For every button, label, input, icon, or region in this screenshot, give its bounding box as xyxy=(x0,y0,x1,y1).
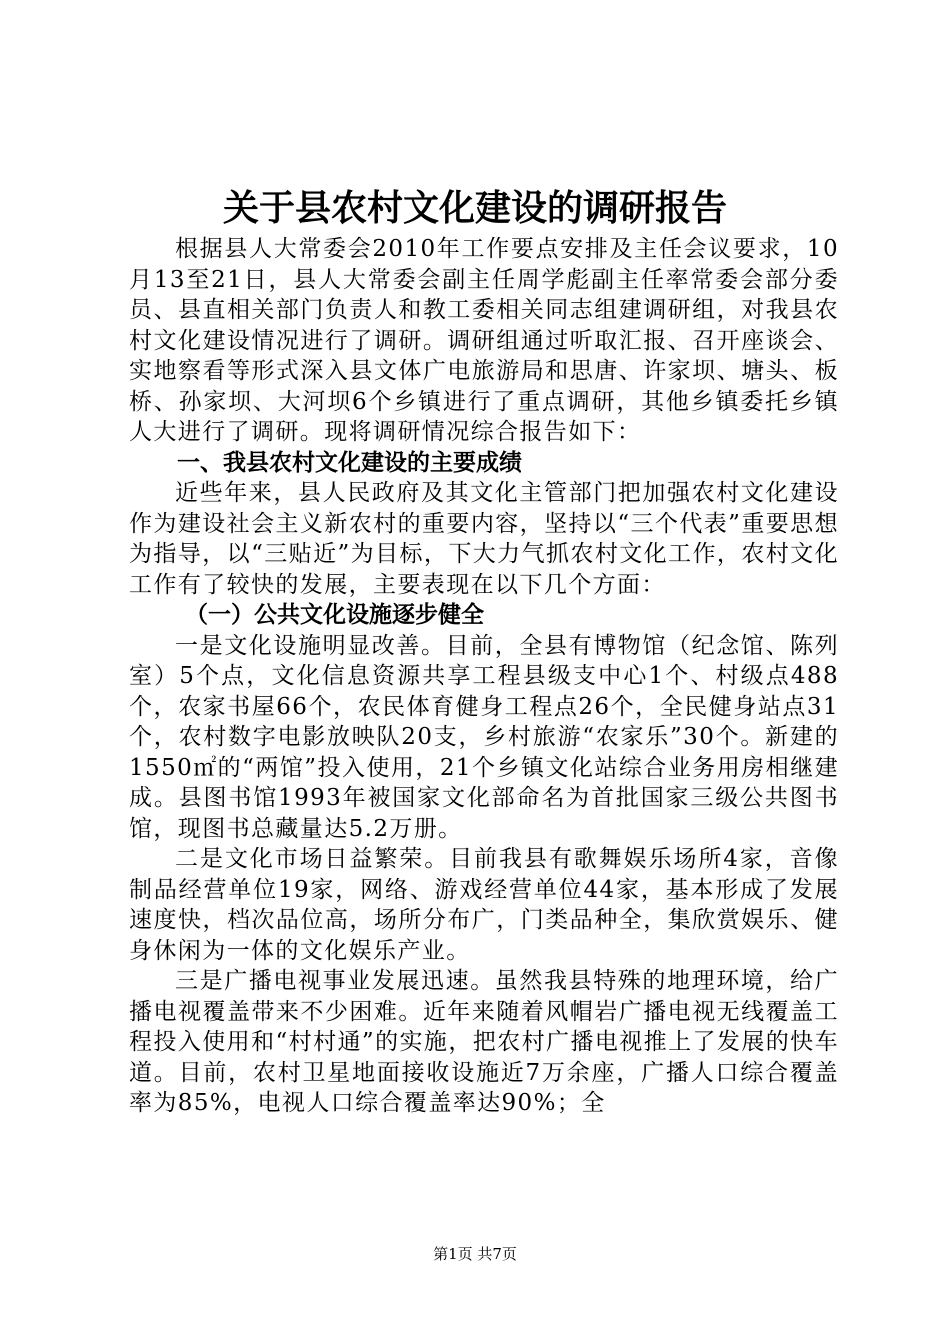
subsection-heading: （一）公共文化设施逐步健全 xyxy=(185,602,484,628)
section-heading: 一、我县农村文化建设的主要成绩 xyxy=(177,449,522,476)
point-paragraph-1: 一是文化设施明显改善。目前，全县有博物馆（纪念馆、陈列室）5个点，文化信息资源共享工程县级支中心1个、村级点488个，农家书屋66个，农民体育健身工程点26个，全民健身站点31个，农村数字电影放映队20支，乡村旅游“农家乐”30个。新建的1550㎡的“两馆”投入使用，21个乡镇文化站综合业务用房相继建成。县图书馆1993年被国家文化部命名为首批国家三级公共图书馆，现图书总藏量达5.2万册。 xyxy=(129,632,839,842)
section-paragraph: 近些年来，县人民政府及其文化主管部门把加强农村文化建设作为建设社会主义新农村的重要内容，坚持以“三个代表”重要思想为指导，以“三贴近”为目标，下大力气抓农村文化工作，农村文化工作有了较快的发展，主要表现在以下几个方面： xyxy=(129,480,839,598)
document-title: 关于县农村文化建设的调研报告 xyxy=(222,188,727,229)
intro-paragraph: 根据县人大常委会2010年工作要点安排及主任会议要求，10月13至21日，县人大常委会副主任周学彪副主任率常委会部分委员、县直相关部门负责人和教工委相关同志组建调研组，对我县农村文化建设情况进行了调研。调研组通过听取汇报、召开座谈会、实地察看等形式深入县文体广电旅游局和思唐、许家坝、塘头、板桥、孙家坝、大河坝6个乡镇进行了重点调研，其他乡镇委托乡镇人大进行了调研。现将调研情况综合报告如下： xyxy=(129,236,839,445)
point-paragraph-3: 三是广播电视事业发展迅速。虽然我县特殊的地理环境，给广播电视覆盖带来不少困难。近年来随着风帽岩广播电视无线覆盖工程投入使用和“村村通”的实施，把农村广播电视推上了发展的快车道。目前，农村卫星地面接收设施近7万余座，广播人口综合覆盖率为85%，电视人口综合覆盖率达90%；全 xyxy=(129,968,839,1116)
document-body xyxy=(129,234,839,1119)
point-paragraph-2: 二是文化市场日益繁荣。目前我县有歌舞娱乐场所4家，音像制品经营单位19家，网络、游戏经营单位44家，基本形成了发展速度快，档次品位高，场所分布广，门类品种全，集欣赏娱乐、健身休闲为一体的文化娱乐产业。 xyxy=(129,846,839,964)
page-number-footer: 第1页 共7页 xyxy=(433,1245,517,1263)
